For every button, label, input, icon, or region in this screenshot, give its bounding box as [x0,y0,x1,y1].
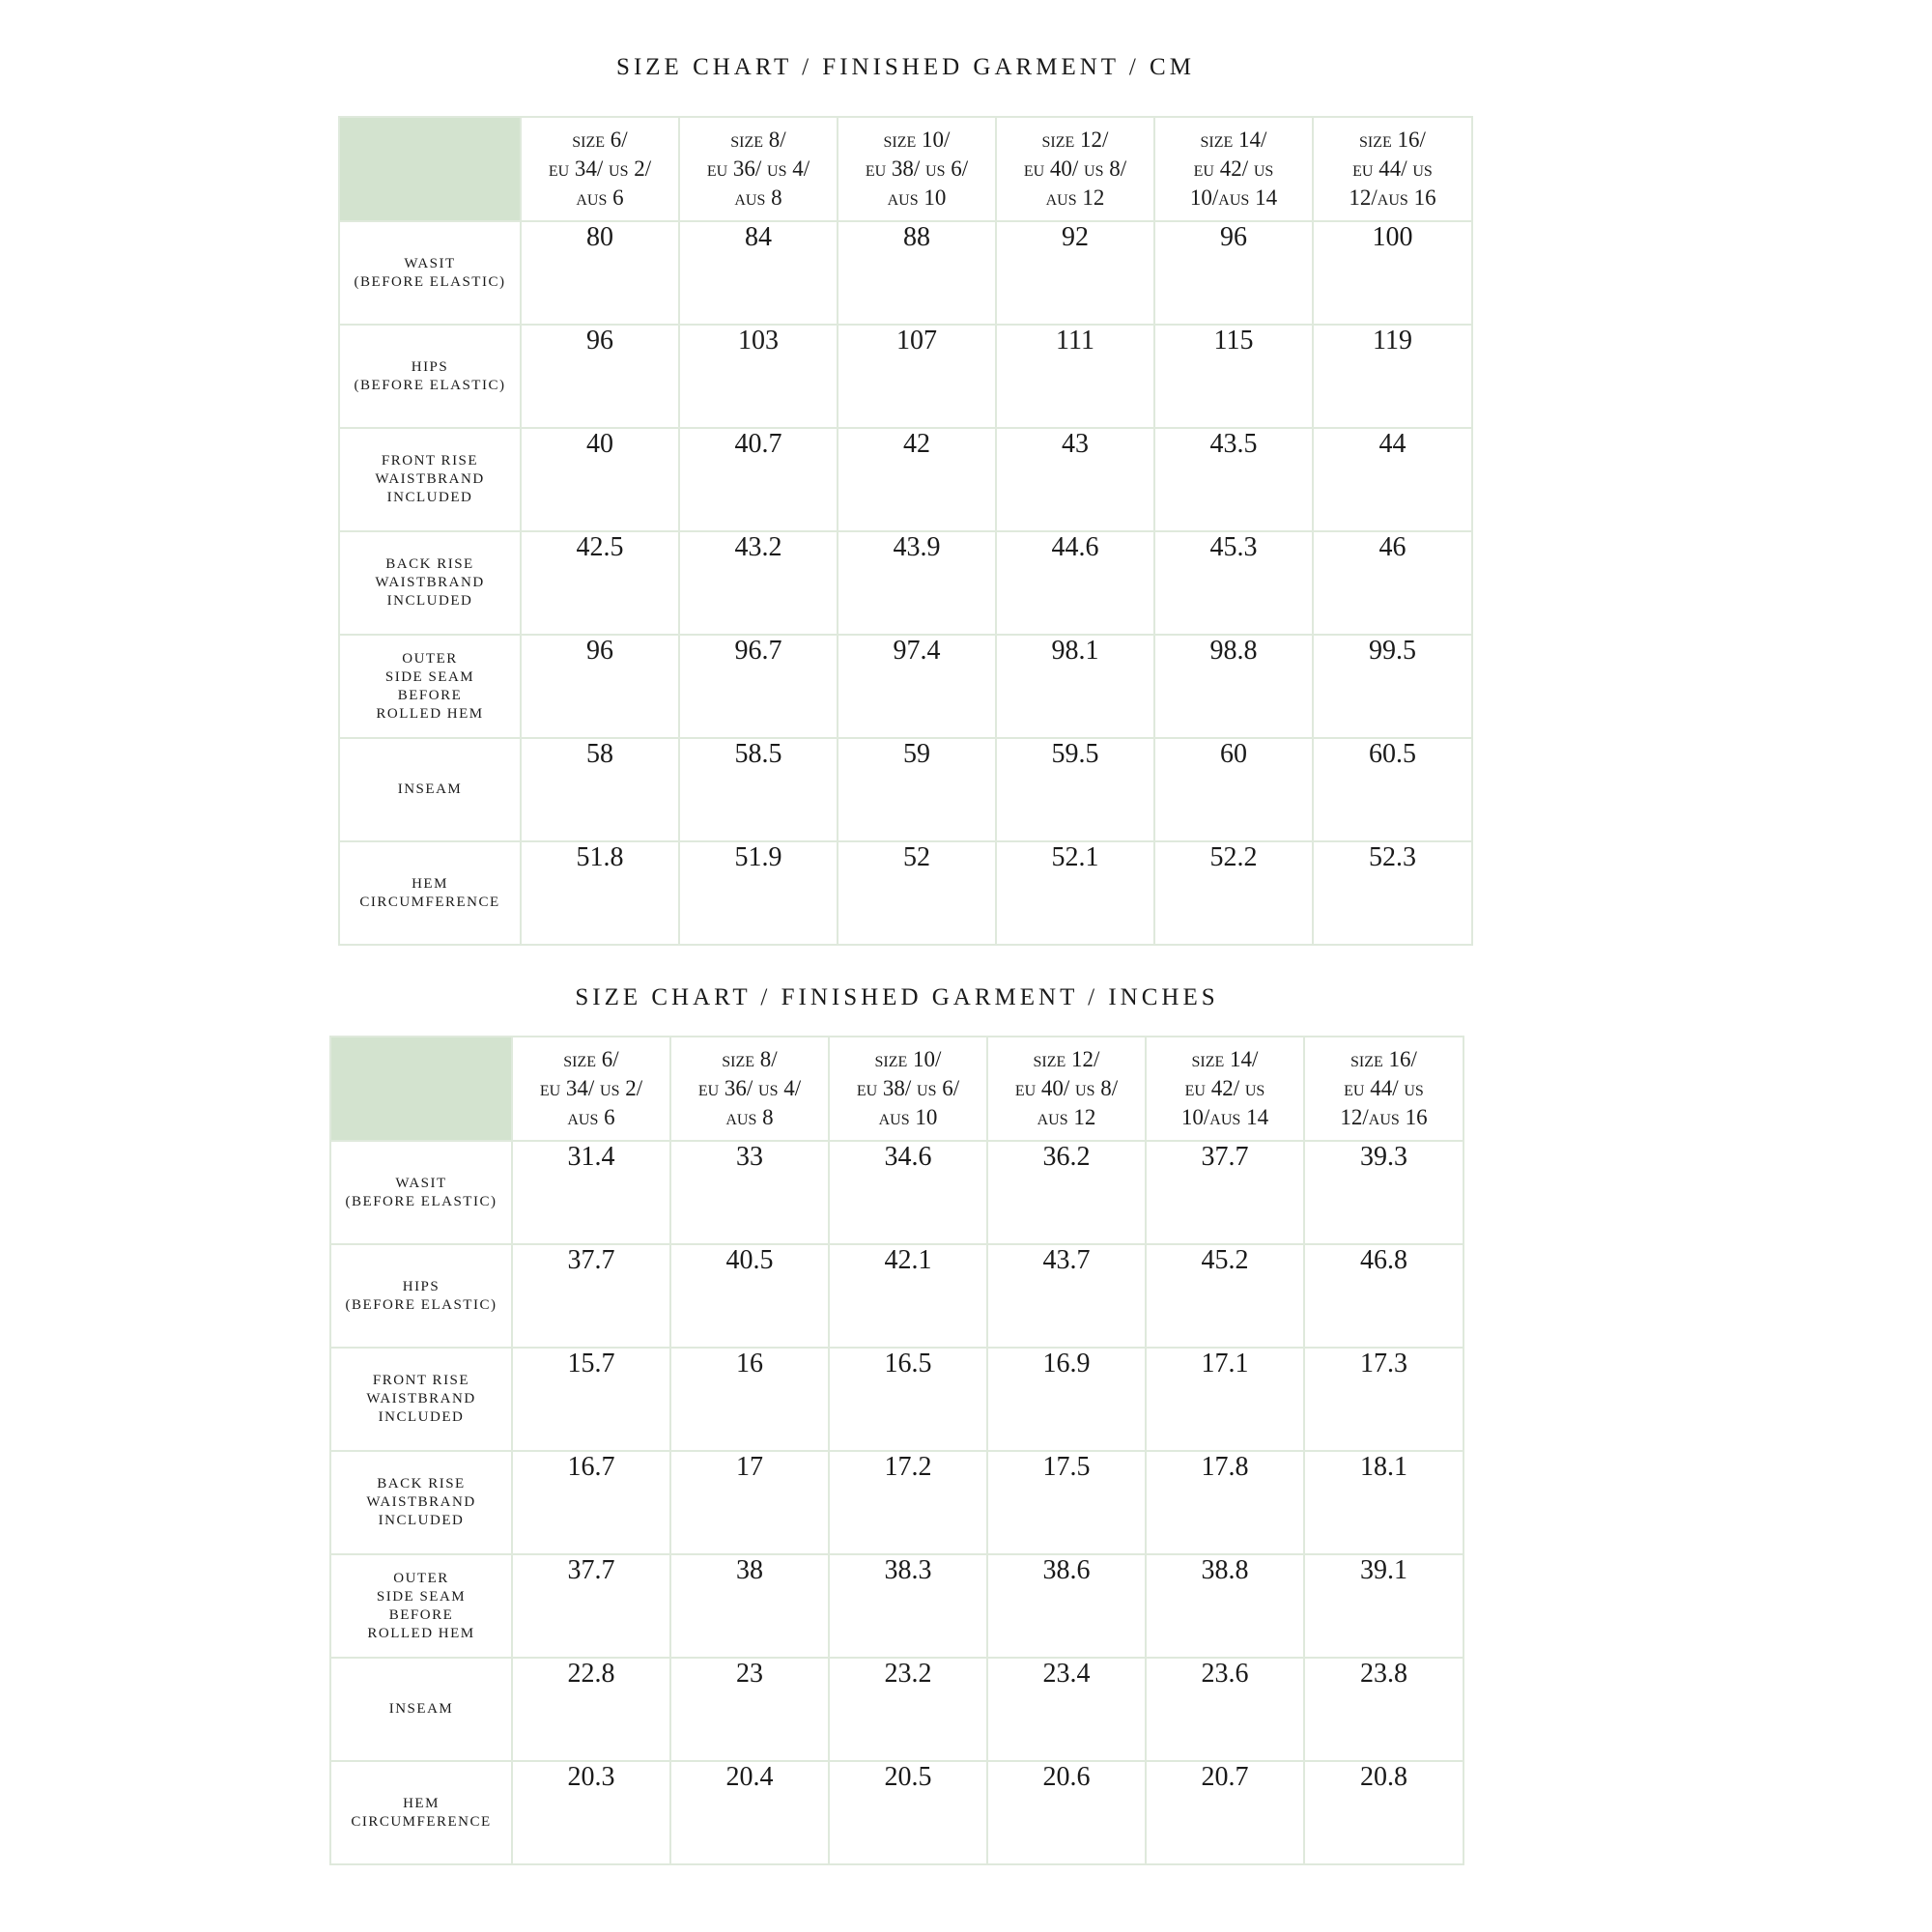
measurement-value: 103 [679,325,838,428]
measurement-value: 58.5 [679,738,838,841]
measurement-value: 39.1 [1304,1554,1463,1658]
measurement-value: 16 [670,1348,829,1451]
header-corner-cell [339,117,521,221]
measurement-value: 33 [670,1141,829,1244]
measurement-value: 38.8 [1146,1554,1304,1658]
measurement-value: 22.8 [512,1658,670,1761]
measurement-row [330,1244,1463,1348]
measurement-label: INSEAM [330,1658,512,1761]
measurement-row [339,325,1472,428]
measurement-value: 17.8 [1146,1451,1304,1554]
measurement-value: 98.8 [1154,635,1313,738]
measurement-label: INSEAM [339,738,521,841]
size-header-cell: size 10/ eu 38/ us 6/ aus 10 [829,1037,987,1141]
measurement-label: WASIT (BEFORE ELASTIC) [330,1141,512,1244]
measurement-value: 20.5 [829,1761,987,1864]
measurement-value: 20.6 [987,1761,1146,1864]
measurement-value: 96 [521,635,679,738]
measurement-value: 42.1 [829,1244,987,1348]
inch-chart-title: SIZE CHART / FINISHED GARMENT / INCHES [575,984,1219,1010]
measurement-value: 60 [1154,738,1313,841]
measurement-value: 59 [838,738,996,841]
measurement-value: 17.1 [1146,1348,1304,1451]
measurement-value: 16.7 [512,1451,670,1554]
measurement-value: 43.5 [1154,428,1313,531]
measurement-row [330,1141,1463,1244]
measurement-label: OUTER SIDE SEAM BEFORE ROLLED HEM [339,635,521,738]
measurement-value: 45.3 [1154,531,1313,635]
measurement-value: 42 [838,428,996,531]
measurement-value: 18.1 [1304,1451,1463,1554]
measurement-value: 45.2 [1146,1244,1304,1348]
measurement-value: 20.8 [1304,1761,1463,1864]
measurement-value: 23.4 [987,1658,1146,1761]
measurement-value: 99.5 [1313,635,1472,738]
measurement-value: 16.5 [829,1348,987,1451]
measurement-value: 40.7 [679,428,838,531]
measurement-value: 52.2 [1154,841,1313,945]
measurement-row [330,1348,1463,1451]
measurement-value: 37.7 [1146,1141,1304,1244]
measurement-value: 52 [838,841,996,945]
inch-size-table [329,1036,1464,1865]
size-header-row [330,1037,1463,1141]
measurement-value: 43.2 [679,531,838,635]
size-header-cell: size 16/ eu 44/ us 12/aus 16 [1313,117,1472,221]
measurement-value: 37.7 [512,1554,670,1658]
cm-size-chart [338,48,1473,947]
measurement-value: 88 [838,221,996,325]
measurement-row [339,841,1472,945]
header-corner-cell [330,1037,512,1141]
measurement-value: 58 [521,738,679,841]
measurement-value: 119 [1313,325,1472,428]
measurement-value: 23.2 [829,1658,987,1761]
size-header-cell: size 6/ eu 34/ us 2/ aus 6 [512,1037,670,1141]
measurement-label: HIPS (BEFORE ELASTIC) [339,325,521,428]
measurement-value: 80 [521,221,679,325]
measurement-label: FRONT RISE WAISTBRAND INCLUDED [339,428,521,531]
measurement-value: 44 [1313,428,1472,531]
measurement-value: 59.5 [996,738,1154,841]
measurement-value: 42.5 [521,531,679,635]
measurement-value: 16.9 [987,1348,1146,1451]
measurement-value: 46.8 [1304,1244,1463,1348]
measurement-value: 23.8 [1304,1658,1463,1761]
size-header-cell: size 14/ eu 42/ us 10/aus 14 [1154,117,1313,221]
measurement-label: WASIT (BEFORE ELASTIC) [339,221,521,325]
measurement-value: 38.6 [987,1554,1146,1658]
measurement-value: 100 [1313,221,1472,325]
measurement-row [330,1658,1463,1761]
measurement-value: 96.7 [679,635,838,738]
measurement-value: 51.8 [521,841,679,945]
measurement-value: 40 [521,428,679,531]
measurement-label: BACK RISE WAISTBRAND INCLUDED [330,1451,512,1554]
measurement-value: 96 [521,325,679,428]
size-header-cell: size 14/ eu 42/ us 10/aus 14 [1146,1037,1304,1141]
measurement-value: 36.2 [987,1141,1146,1244]
measurement-row [339,531,1472,635]
measurement-value: 15.7 [512,1348,670,1451]
measurement-label: FRONT RISE WAISTBRAND INCLUDED [330,1348,512,1451]
measurement-value: 38.3 [829,1554,987,1658]
measurement-value: 17.5 [987,1451,1146,1554]
measurement-value: 23 [670,1658,829,1761]
measurement-label: HEM CIRCUMFERENCE [330,1761,512,1864]
measurement-label: BACK RISE WAISTBRAND INCLUDED [339,531,521,635]
measurement-value: 84 [679,221,838,325]
measurement-value: 111 [996,325,1154,428]
measurement-label: HEM CIRCUMFERENCE [339,841,521,945]
measurement-value: 20.4 [670,1761,829,1864]
cm-size-table [338,116,1473,946]
measurement-value: 37.7 [512,1244,670,1348]
size-header-cell: size 8/ eu 36/ us 4/ aus 8 [679,117,838,221]
cm-chart-title: SIZE CHART / FINISHED GARMENT / CM [616,54,1195,80]
measurement-row [339,428,1472,531]
measurement-row [339,221,1472,325]
measurement-value: 107 [838,325,996,428]
inch-size-chart [329,979,1464,1877]
size-header-cell: size 6/ eu 34/ us 2/ aus 6 [521,117,679,221]
measurement-value: 51.9 [679,841,838,945]
measurement-value: 17.2 [829,1451,987,1554]
measurement-row [330,1554,1463,1658]
size-header-cell: size 8/ eu 36/ us 4/ aus 8 [670,1037,829,1141]
measurement-label: OUTER SIDE SEAM BEFORE ROLLED HEM [330,1554,512,1658]
size-header-row [339,117,1472,221]
measurement-value: 17 [670,1451,829,1554]
measurement-value: 115 [1154,325,1313,428]
measurement-value: 44.6 [996,531,1154,635]
measurement-row [330,1451,1463,1554]
measurement-value: 43.7 [987,1244,1146,1348]
measurement-value: 39.3 [1304,1141,1463,1244]
measurement-value: 38 [670,1554,829,1658]
measurement-value: 46 [1313,531,1472,635]
measurement-row [330,1761,1463,1864]
measurement-value: 17.3 [1304,1348,1463,1451]
measurement-label: HIPS (BEFORE ELASTIC) [330,1244,512,1348]
size-header-cell: size 10/ eu 38/ us 6/ aus 10 [838,117,996,221]
measurement-value: 20.3 [512,1761,670,1864]
measurement-value: 97.4 [838,635,996,738]
measurement-value: 52.3 [1313,841,1472,945]
measurement-value: 20.7 [1146,1761,1304,1864]
measurement-value: 92 [996,221,1154,325]
measurement-value: 60.5 [1313,738,1472,841]
measurement-row [339,635,1472,738]
measurement-value: 43.9 [838,531,996,635]
measurement-value: 34.6 [829,1141,987,1244]
measurement-value: 23.6 [1146,1658,1304,1761]
measurement-value: 52.1 [996,841,1154,945]
measurement-value: 40.5 [670,1244,829,1348]
measurement-value: 31.4 [512,1141,670,1244]
size-header-cell: size 12/ eu 40/ us 8/ aus 12 [987,1037,1146,1141]
measurement-value: 96 [1154,221,1313,325]
measurement-value: 98.1 [996,635,1154,738]
size-header-cell: size 16/ eu 44/ us 12/aus 16 [1304,1037,1463,1141]
measurement-value: 43 [996,428,1154,531]
size-header-cell: size 12/ eu 40/ us 8/ aus 12 [996,117,1154,221]
measurement-row [339,738,1472,841]
